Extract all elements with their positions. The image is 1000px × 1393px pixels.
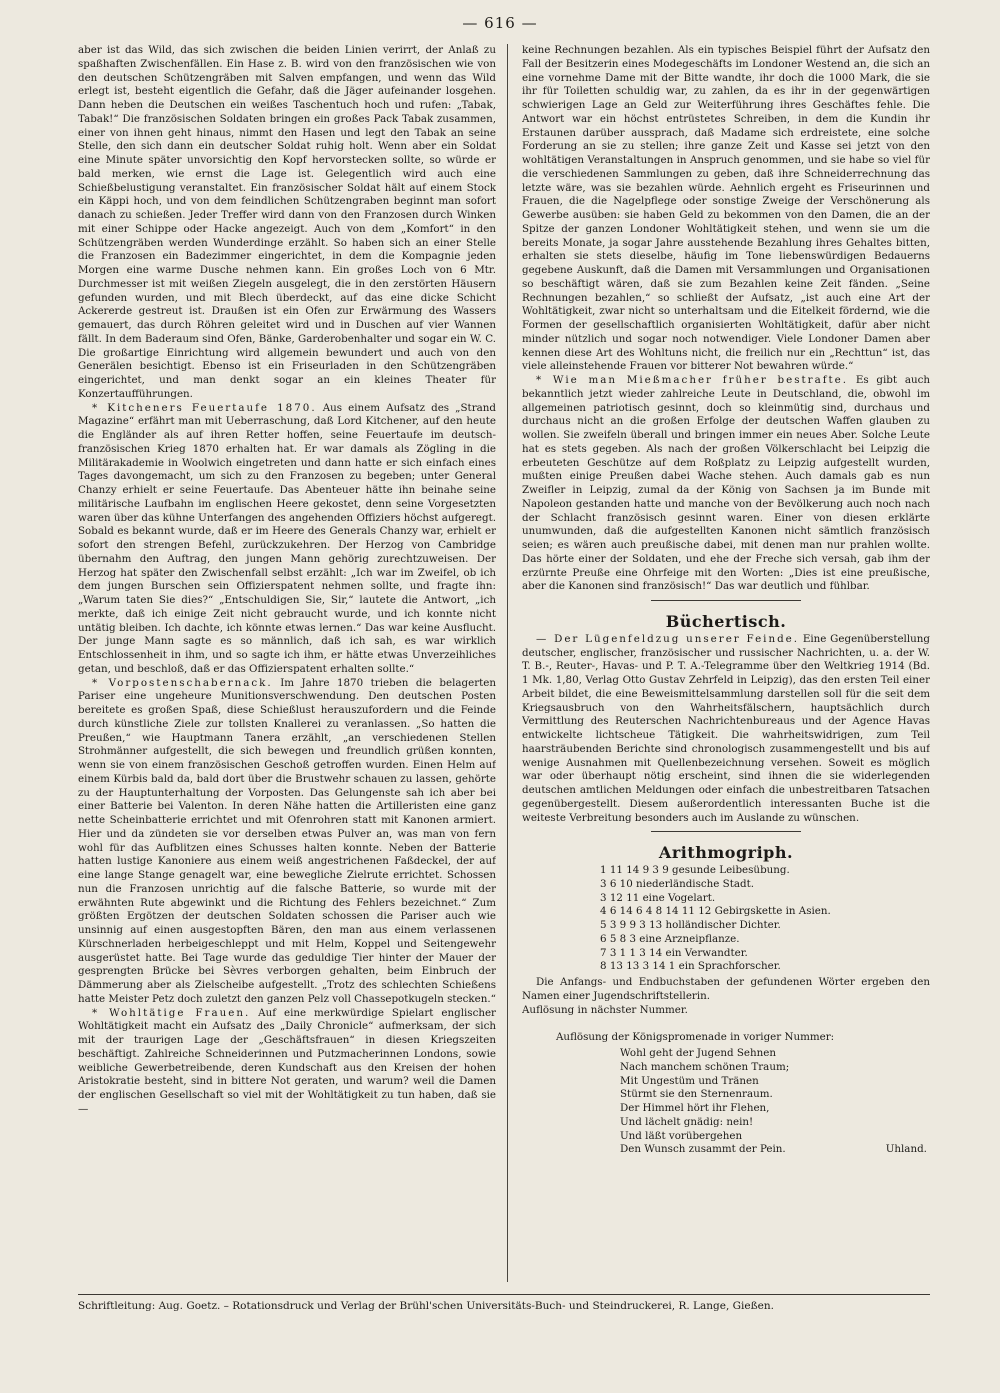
poem-line: Wohl geht der Jugend Sehnen [620, 1047, 776, 1059]
arithmogriph-instruction: Die Anfangs- und Endbuchstaben der gefundenen Wörter ergeben den Namen einer Jugendschriftstellerin. [522, 976, 930, 1002]
poem-heading: Auflösung der Königspromenade in voriger Nummer: [556, 1031, 835, 1044]
article-text: keine Rechnungen bezahlen. Als ein typisches Beispiel führt der Aufsatz den Fall der Besitzerin eines Modegeschäfts im Londoner Westend an, die sich an eine vornehme Dame mit der Bitte wandte, ihr doch die 1000 Mark, die sie ihr für Toiletten schuldig war, zu zahlen, da es ihr in der gegenwärtigen schwierigen Lage an Geld zur Weiterführung ihres Geschäftes fehle. Die Antwort war ein höchst entrüstetes Schreiben, in dem die Kundin ihr Erstaunen darüber aussprach, daß Madame sich erdreistete, eine solche Forderung an sie zu stellen; ihre ganze Zeit und Kasse sei jetzt von den wohltätigen Veranstaltungen in Anspruch genommen, und sie habe so viel für die verschiedenen Sammlungen zu geben, daß ihre Schneiderrechnung das letzte wäre, was sie bezahlen würde. Aehnlich ergeht es Friseurinnen und Frauen, die die Nagelpflege oder sonstige Zweige der Verschönerung als Gewerbe ausüben: sie haben Geld zu bekommen von den Damen, die an der Spitze der ganzen Londoner Wohltätigkeit stehen, und wenn sie um die bereits Monate, ja sogar Jahre ausstehende Bezahlung ihres Gehaltes bitten, erhalten sie stets dieselbe, häufig im Tone liebenswürdigen Bedauerns gegebene Auskunft, daß die Damen mit Versammlungen und Organisationen so beschäftigt wären, daß sie zum Bezahlen keine Zeit fänden. „Seine Rechnungen bezahlen,“ so schließt der Aufsatz, „ist auch eine Art der Wohltätigkeit, zwar nicht so unterhaltsam und die Eitelkeit fördernd, wie die Formen der gesellschaftlich organisierten Wohltätigkeit, dafür aber nicht minder nützlich und sogar noch notwendiger. Viele Londoner Damen aber kennen diese Art des Wohltuns nicht, die freilich nur ein „Rechttun“ ist, das viele alleinstehende Frauen vor bitterer Not bewahren würde.“ [522, 44, 930, 373]
footer-divider [78, 1294, 930, 1295]
arithmogriph-row: 3 6 10 niederländische Stadt. [600, 877, 754, 890]
imprint-footer: Schriftleitung: Aug. Goetz. – Rotationsdruck und Verlag der Brühl'schen Universitäts-Buch- und Steindruckerei, R. Lange, Gießen. [78, 1300, 774, 1312]
buechertisch-text: Eine Gegenüberstellung deutscher, englischer, französischer und russischer Nachrichten, u. a. der W. T. B.-, Reuter-, Havas- und P. T. A.-Telegramme über den Weltkrieg 1914 (Bd. 1 Mk. 1,80, Verlag Otto Gustav Zehrfeld in Leipzig), das den ersten Teil einer Arbeit bildet, die eine Beweismittelsammlung darstellen soll für die seit dem Kriegsausbruch von den Wahrheitsfälschern, hauptsächlich durch Vermittlung des Reuterschen Nachrichtenbureaus und der Agence Havas entwickelte lichtscheue Tätigkeit. Die wahrheitswidrigen, zum Teil haarsträubenden Berichte sind chronologisch zusammengestellt und bis auf wenige Ausnahmen mit Quellenbezeichnung versehen. Soweit es möglich war oder überhaupt nötig erscheint, sind ihnen die sie widerlegenden deutschen amtlichen Meldungen oder einfach die unbestreitbaren Tatsachen gegenübergestellt. Diesem außerordentlich interessanten Buche ist die weiteste Verbreitung besonders auch im Auslande zu wünschen. [522, 632, 930, 824]
article-lead: * Vorpostenschabernack. [92, 676, 273, 689]
arithmogriph-heading: Arithmogriph. [658, 843, 794, 863]
left-column [78, 44, 496, 1282]
article-paragraph [78, 402, 496, 677]
poem-line: Der Himmel hört ihr Flehen, [620, 1102, 770, 1114]
article-paragraph [522, 374, 930, 594]
section-divider [651, 831, 801, 832]
arithmogriph-row: 8 13 13 3 14 1 ein Sprachforscher. [600, 960, 781, 973]
poem-line: Mit Ungestüm und Tränen [620, 1074, 759, 1087]
article-paragraph [78, 677, 496, 1007]
poem [620, 1047, 930, 1157]
column-divider [507, 44, 508, 1282]
article-text: Im Jahre 1870 trieben die belagerten Pariser eine ungeheure Munitionsverschwendung. Den deutschen Posten bereitete es großen Spaß, diese Schießlust herauszufordern und die Feinde durch künstliche Ziele zur tollsten Knallerei zu veranlassen. „So hatten die Preußen,“ wie Hauptmann Tanera erzählt, „an verschiedenen Stellen Strohmänner aufgestellt, die sich bewegen und freundlich grüßen konnten, wenn sie von einem französischen Geschoß getroffen wurden. Einen Helm auf einem Kürbis bald da, bald dort über die Brustwehr schauen zu lassen, gehörte zu der Hauptunterhaltung der Vorposten. Das Gelungenste sah ich aber bei einer Batterie bei Valenton. In deren Nähe hatten die Artilleristen eine ganz nette Scheinbatterie errichtet und mit Ofenrohren statt mit Kanonen armiert. Hier und da zündeten sie vor derselben etwas Pulver an, was man von fern wohl für das Aufblitzen eines Schusses halten konnte. Neben der Batterie hatten lustige Kanoniere aus einem weiß angestrichenen Faßdeckel, der auf eine lange Stange genagelt war, eine bewegliche Zielrute errichtet. Schossen nun die Franzosen unrichtig auf die falsche Batterie, so wurde mit der erwähnten Rute abgewinkt und die Richtung des Fehlers bezeichnet.“ Zum größten Ergötzen der deutschen Soldaten schossen die Pariser auch wie unsinnig auf einen ausgestopften Bären, den man aus einem verlassenen Kürschnerladen herbeigeschleppt und mit Helm, Koppel und Seitengewehr ausgerüstet hatte. Bei Tage wurde das geduldige Tier hinter der Mauer der gesprengten Brücke bei Sèvres verborgen gehalten, beim Einbruch der Dämmerung aber als Zielscheibe aufgestellt. „Trotz des schlechten Schießens hatte Meister Petz doch zuletzt den ganzen Pelz voll Chassepotkugeln stecken.“ [78, 676, 496, 1005]
poem-line: Und lächelt gnädig: nein! [620, 1115, 754, 1128]
poem-line: Nach manchem schönen Traum; [620, 1060, 790, 1073]
article-lead: * Wie man Mießmacher früher bestrafte. [536, 374, 849, 386]
right-column [522, 44, 930, 1282]
arithmogriph-list [600, 864, 930, 974]
article-text: Auf eine merkwürdige Spielart englischer Wohltätigkeit macht ein Aufsatz des „Daily Chronicle“ aufmerksam, der sich mit der traurigen Lage der „Geschäftsfrauen“ in diesen Kriegszeiten beschäftigt. Zahlreiche Schneiderinnen und Putzmacherinnen Londons, sowie weibliche Gewerbetreibende, deren Kundschaft aus den Kreisen der hohen Aristokratie besteht, sind in bittere Not geraten, und warum? weil die Damen der englischen Gesellschaft so viel mit der Wohltätigkeit zu tun haben, daß sie — [78, 1006, 496, 1115]
poem-line-last [620, 1143, 930, 1157]
article-paragraph [522, 44, 930, 374]
section-divider [651, 600, 801, 601]
article-lead: * Kitcheners Feuertaufe 1870. [92, 401, 317, 414]
poem-line: Und läßt vorübergehen [620, 1129, 743, 1142]
article-lead: * Wohltätige Frauen. [92, 1006, 251, 1019]
arithmogriph-row: 3 12 11 eine Vogelart. [600, 891, 716, 904]
arithmogriph-row: 1 11 14 9 3 9 gesunde Leibesübung. [600, 864, 790, 876]
poem-signature: Uhland. [885, 1143, 927, 1156]
page-number: — 616 — [462, 14, 538, 32]
buechertisch-paragraph [522, 633, 930, 826]
article-paragraph [78, 1007, 496, 1117]
arithmogriph-row: 6 5 8 3 eine Arzneipflanze. [600, 932, 740, 945]
article-text: Es gibt auch bekanntlich jetzt wieder zahlreiche Leute in Deutschland, die, obwohl im allgemeinen patriotisch gesinnt, doch so kleinmütig sind, durchaus und durchaus nicht an die großen Erfolge der deutschen Waffen glauben zu wollen. Sie zweifeln überall und bringen immer ein neues Aber. Solche Leute hat es stets gegeben. Als nach der großen Völkerschlacht bei Leipzig die erbeuteten Geschütze auf dem Roßplatz zu Leipzig aufgestellt wurden, mußten einige Preußen dabei Wache stehen. Auch damals gab es nun Zweifler in Leipzig, zumal da der König von Sachsen ja im Bunde mit Napoleon gestanden hatte und manche von der Bevölkerung auch noch nach der Schlacht französisch gesinnt waren. Einer von diesen erklärte unumwunden, daß die aufgestellten Kanonen nicht sämtlich französisch seien; es wären auch preußische dabei, mit denen man nur prahlen wollte. Das hörte einer der Soldaten, und ehe der Freche sich versah, gab ihm der erzürnte Preuße eine Ohrfeige mit den Worten: „Dies ist eine preußische, aber die Kanonen sind französisch!“ Das war deutlich und fühlbar. [522, 374, 930, 593]
arithmogriph-next-issue: Auflösung in nächster Nummer. [522, 1003, 688, 1016]
arithmogriph-row: 5 3 9 9 3 13 holländischer Dichter. [600, 919, 781, 931]
article-text: aber ist das Wild, das sich zwischen die beiden Linien verirrt, der Anlaß zu spaßhaften Zwischenfällen. Ein Hase z. B. wird von den französischen wie von den deutschen Schützengräben mit Salven empfangen, und wenn das Wild erlegt ist, besteht eigentlich die Gefahr, daß die Jäger aufeinander losgehen. Dann heben die Deutschen ein weißes Taschentuch hoch und rufen: „Tabak, Tabak!“ Die französischen Soldaten bringen ein großes Pack Tabak zusammen, einer von ihnen geht hinaus, nimmt den Hasen und legt den Tabak an seine Stelle, den sich dann ein deutscher Soldat ruhig holt. Wenn aber ein Soldat eine Minute später unvorsichtig den Kopf hervorstecken sollte, so würde er bald merken, wie ernst die Lage ist. Gelegentlich wird auch eine Schießbelustigung veranstaltet. Ein französischer Soldat hält auf einem Stock ein Käppi hoch, und von dem feindlichen Schützengraben beginnt man sofort danach zu schießen. Jeder Treffer wird dann von den Franzosen durch Winken mit einer Schippe oder Hacke angezeigt. Auch von dem „Komfort“ in den Schützengräben werden Wunderdinge erzählt. So haben sich an einer Stelle die Franzosen ein Badezimmer eingerichtet, in dem die Kompagnie jeden Morgen eine warme Dusche nehmen kann. Ein großes Loch von 6 Mtr. Durchmesser ist mit weißen Ziegeln ausgelegt, die in den zerstörten Häusern gefunden wurden, und mit Blech überdeckt, auf das eine dicke Schicht Ackererde gestreut ist. Draußen ist ein Ofen zur Erwärmung des Wassers gemauert, das durch Röhren geleitet wird und in Duschen auf vier Wannen fällt. In dem Baderaum sind Ofen, Bänke, Garderobenhalter und sogar ein W. C. Die großartige Einrichtung wird allgemein bewundert und auch von den Generälen besichtigt. Ebenso ist ein Friseurladen in den Schützengräben eingerichtet, und man denkt sogar an ein kleines Theater für Konzertaufführungen. [78, 44, 496, 400]
buechertisch-heading: Büchertisch. [665, 612, 787, 631]
article-text: Aus einem Aufsatz des „Strand Magazine“ erfährt man mit Ueberraschung, daß Lord Kitchener, auf den heute die Engländer als auf ihren Retter hoffen, seine Feuertaufe im deutsch-französischen Krieg 1870 erhalten hat. Er war damals als Zögling in die Militärakademie in Woolwich eingetreten und dann hatte er sich einfach eines Tages davongemacht, um sich zu den Franzosen zu begeben; unter General Chanzy erhielt er seine Feuertaufe. Das Abenteuer hätte ihn beinahe seine militärische Laufbahn im englischen Heere gekostet, denn seine Vorgesetzten waren über das kühne Unterfangen des angehenden Offiziers höchst aufgeregt. Sobald es bekannt wurde, daß er im Heere des Generals Chanzy war, erhielt er sofort den strengen Befehl, zurückzukehren. Der Herzog von Cambridge übernahm den Auftrag, den jungen Mann gehörig zurechtzuweisen. Der Herzog hat später den Zwischenfall selbst erzählt: „Ich war im Zweifel, ob ich dem jungen Burschen sein Offizierspatent nehmen sollte, und fragte ihn: „Warum taten Sie dies?“ „Entschuldigen Sie, Sir,“ lautete die Antwort, „ich merkte, daß ich einige Zeit nicht gebraucht wurde, und ich konnte nicht untätig bleiben. Ich dachte, ich könnte etwas lernen.“ Das war keine Ausflucht. Der junge Mann sagte es so männlich, daß ich sah, es war wirklich Entschlossenheit in ihm, und so sagte ich ihm, er hätte etwas Unverzeihliches getan, und beschloß, daß er das Offizierspatent erhalten sollte.“ [78, 401, 496, 675]
article-paragraph [78, 44, 496, 402]
poem-line: Stürmt sie den Sternenraum. [620, 1088, 773, 1101]
arithmogriph-row: 4 6 14 6 4 8 14 11 12 Gebirgskette in Asien. [600, 905, 831, 918]
buechertisch-lead: — Der Lügenfeldzug unserer Feinde. [536, 632, 800, 645]
poem-line: Den Wunsch zusammt der Pein. [620, 1143, 786, 1156]
arithmogriph-row: 7 3 1 1 3 14 ein Verwandter. [600, 946, 748, 959]
